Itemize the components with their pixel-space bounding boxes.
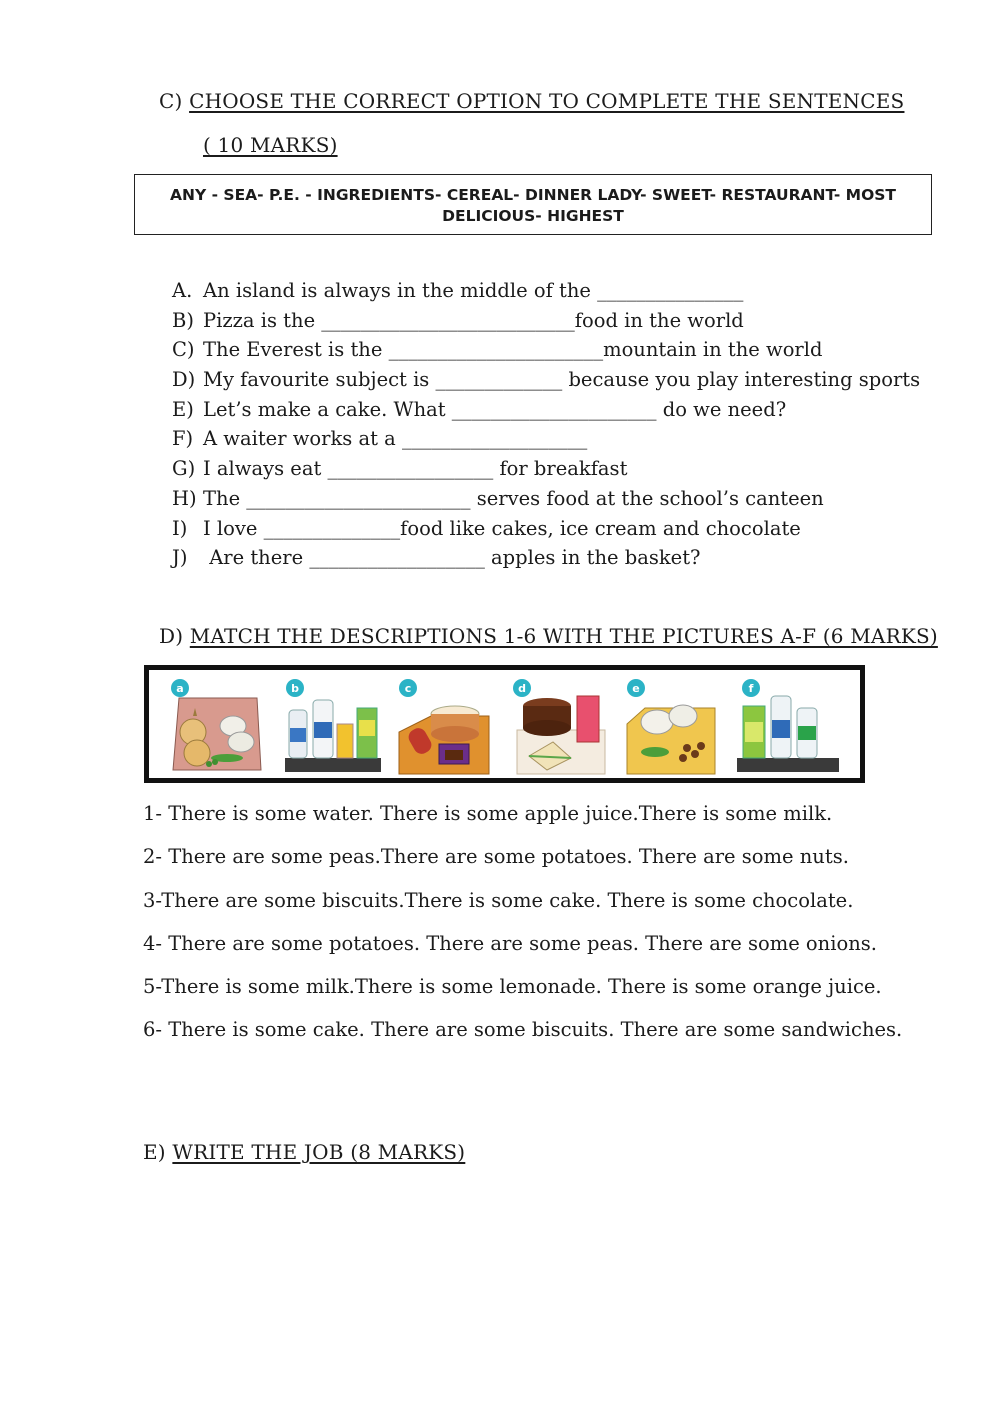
section-d-heading — [159, 624, 938, 648]
picture-f — [737, 696, 839, 772]
picture-d — [517, 696, 605, 774]
sentence-text: Are there __________________ apples in the basket? — [203, 546, 701, 570]
section-c-marks-text: ( 10 MARKS) — [203, 133, 338, 157]
section-c-heading — [159, 89, 904, 113]
picture-e — [627, 705, 715, 774]
sentence-text: The Everest is the ______________________mountain in the world — [203, 338, 823, 362]
sentence-text: Let’s make a cake. What _____________________ do we need? — [203, 397, 787, 421]
section-c-prefix: C) — [159, 89, 190, 113]
section-e-prefix: E) — [143, 1140, 173, 1164]
sentence-d — [172, 365, 920, 395]
sentence-label: J) — [172, 546, 188, 570]
sentence-label: B) — [172, 308, 194, 332]
sentence-text: Pizza is the __________________________food in the world — [203, 308, 744, 332]
sentence-label: H) — [172, 486, 197, 510]
sentence-e — [172, 395, 920, 425]
description-3: 3-There are some biscuits.There is some cake. There is some chocolate. — [143, 888, 854, 912]
section-e-heading — [143, 1140, 465, 1164]
badge-d: d — [518, 682, 526, 695]
sentence-label: D) — [172, 368, 196, 392]
sentence-f — [172, 424, 920, 454]
sentence-j — [172, 543, 920, 573]
badge-b: b — [291, 682, 299, 695]
food-pictures-svg — [149, 670, 860, 778]
badge-c: c — [404, 682, 412, 695]
sentence-b — [172, 306, 920, 336]
picture-a — [173, 698, 261, 770]
description-1: 1- There is some water. There is some apple juice.There is some milk. — [143, 802, 833, 825]
picture-c — [399, 706, 489, 774]
sentence-i — [172, 514, 920, 544]
section-d-title: MATCH THE DESCRIPTIONS 1-6 WITH THE PICTURES A-F (6 MARKS) — [189, 624, 938, 648]
sentence-text: An island is always in the middle of the _______________ — [203, 279, 744, 302]
section-c-title: CHOOSE THE CORRECT OPTION TO COMPLETE THE SENTENCES — [189, 89, 905, 113]
description-2: 2- There are some peas.There are some potatoes. There are some nuts. — [143, 845, 849, 869]
picture-b — [285, 700, 381, 772]
word-bank — [134, 174, 932, 235]
badge-f: f — [748, 682, 754, 695]
section-c-marks — [203, 133, 338, 157]
food-pictures-strip — [144, 665, 865, 783]
sentence-h — [172, 484, 920, 514]
sentence-list — [172, 276, 920, 573]
sentence-text: I love ______________food like cakes, ice cream and chocolate — [203, 516, 801, 540]
badge-a: a — [176, 682, 184, 695]
description-5: 5-There is some milk.There is some lemonade. There is some orange juice. — [143, 975, 882, 999]
sentence-text: I always eat _________________ for breakfast — [203, 457, 628, 481]
sentence-label: G) — [172, 457, 196, 481]
section-e-title: WRITE THE JOB (8 MARKS) — [172, 1140, 466, 1164]
description-list — [143, 800, 902, 1060]
sentence-text: The _______________________ serves food at the school’s canteen — [203, 486, 824, 510]
section-d-prefix: D) — [159, 624, 190, 648]
sentence-label: E) — [172, 397, 194, 421]
sentence-label: A. — [172, 279, 193, 302]
word-bank-line-1: ANY - SEA- P.E. - INGREDIENTS- CEREAL- DINNER LADY- SWEET- RESTAURANT- MOST — [169, 186, 896, 204]
picture-badges — [171, 679, 760, 697]
badge-e: e — [632, 682, 640, 695]
sentence-label: F) — [172, 427, 194, 451]
sentence-text: A waiter works at a ___________________ — [203, 427, 588, 451]
sentence-a — [172, 276, 920, 306]
sentence-label: I) — [172, 516, 188, 540]
sentence-g — [172, 454, 920, 484]
sentence-c — [172, 335, 920, 365]
word-bank-line-2: DELICIOUS- HIGHEST — [442, 207, 624, 225]
description-4: 4- There are some potatoes. There are some peas. There are some onions. — [143, 931, 877, 955]
sentence-label: C) — [172, 338, 195, 362]
sentence-text: My favourite subject is _____________ because you play interesting sports — [203, 368, 921, 392]
description-6: 6- There is some cake. There are some biscuits. There are some sandwiches. — [143, 1018, 903, 1042]
